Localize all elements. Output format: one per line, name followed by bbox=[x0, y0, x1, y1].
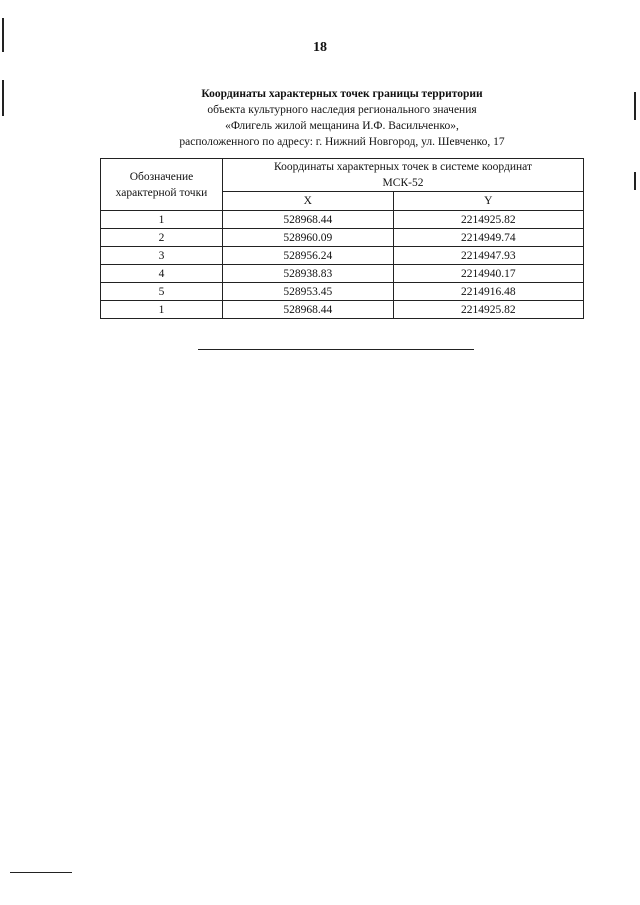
table-row bbox=[101, 247, 584, 265]
y-cell: 2214940.17 bbox=[393, 265, 583, 283]
table-row bbox=[101, 229, 584, 247]
y-cell: 2214947.93 bbox=[393, 247, 583, 265]
heading-line: «Флигель жилой мещанина И.Ф. Васильченко», bbox=[225, 120, 459, 132]
table-row bbox=[101, 265, 584, 283]
header-text: характерной точки bbox=[115, 186, 208, 199]
point-cell: 3 bbox=[101, 247, 223, 265]
heading-line: расположенного по адресу: г. Нижний Новгород, ул. Шевченко, 17 bbox=[179, 136, 505, 148]
x-header: X bbox=[223, 192, 394, 211]
y-header: Y bbox=[393, 192, 583, 211]
y-cell: 2214916.48 bbox=[393, 283, 583, 301]
point-cell: 4 bbox=[101, 265, 223, 283]
heading-line: объекта культурного наследия регионального значения bbox=[207, 104, 477, 116]
page-number: 18 bbox=[313, 40, 327, 55]
header-text: МСК-52 bbox=[382, 177, 424, 189]
coordinates-header bbox=[223, 159, 584, 192]
coordinates-table bbox=[100, 158, 584, 319]
point-cell: 5 bbox=[101, 283, 223, 301]
table-header-row bbox=[101, 159, 584, 192]
x-cell: 528968.44 bbox=[223, 301, 394, 319]
scan-edge-mark bbox=[634, 92, 636, 120]
table-row bbox=[101, 301, 584, 319]
y-cell: 2214925.82 bbox=[393, 301, 583, 319]
scan-edge-mark bbox=[634, 172, 636, 190]
footer-line bbox=[10, 872, 72, 873]
x-cell: 528956.24 bbox=[223, 247, 394, 265]
table-row bbox=[101, 283, 584, 301]
point-designation-header bbox=[101, 159, 223, 211]
y-cell: 2214949.74 bbox=[393, 229, 583, 247]
header-text: Обозначение bbox=[129, 170, 194, 183]
document-heading bbox=[100, 86, 584, 150]
separator-line bbox=[198, 349, 474, 350]
point-cell: 1 bbox=[101, 301, 223, 319]
header-text: Координаты характерных точек в системе координат bbox=[274, 161, 532, 173]
table-row bbox=[101, 211, 584, 229]
x-cell: 528938.83 bbox=[223, 265, 394, 283]
scan-edge-mark bbox=[2, 80, 4, 116]
point-cell: 2 bbox=[101, 229, 223, 247]
x-cell: 528968.44 bbox=[223, 211, 394, 229]
table-body bbox=[101, 211, 584, 319]
heading-title: Координаты характерных точек границы территории bbox=[201, 88, 483, 100]
x-cell: 528953.45 bbox=[223, 283, 394, 301]
x-cell: 528960.09 bbox=[223, 229, 394, 247]
y-cell: 2214925.82 bbox=[393, 211, 583, 229]
point-cell: 1 bbox=[101, 211, 223, 229]
